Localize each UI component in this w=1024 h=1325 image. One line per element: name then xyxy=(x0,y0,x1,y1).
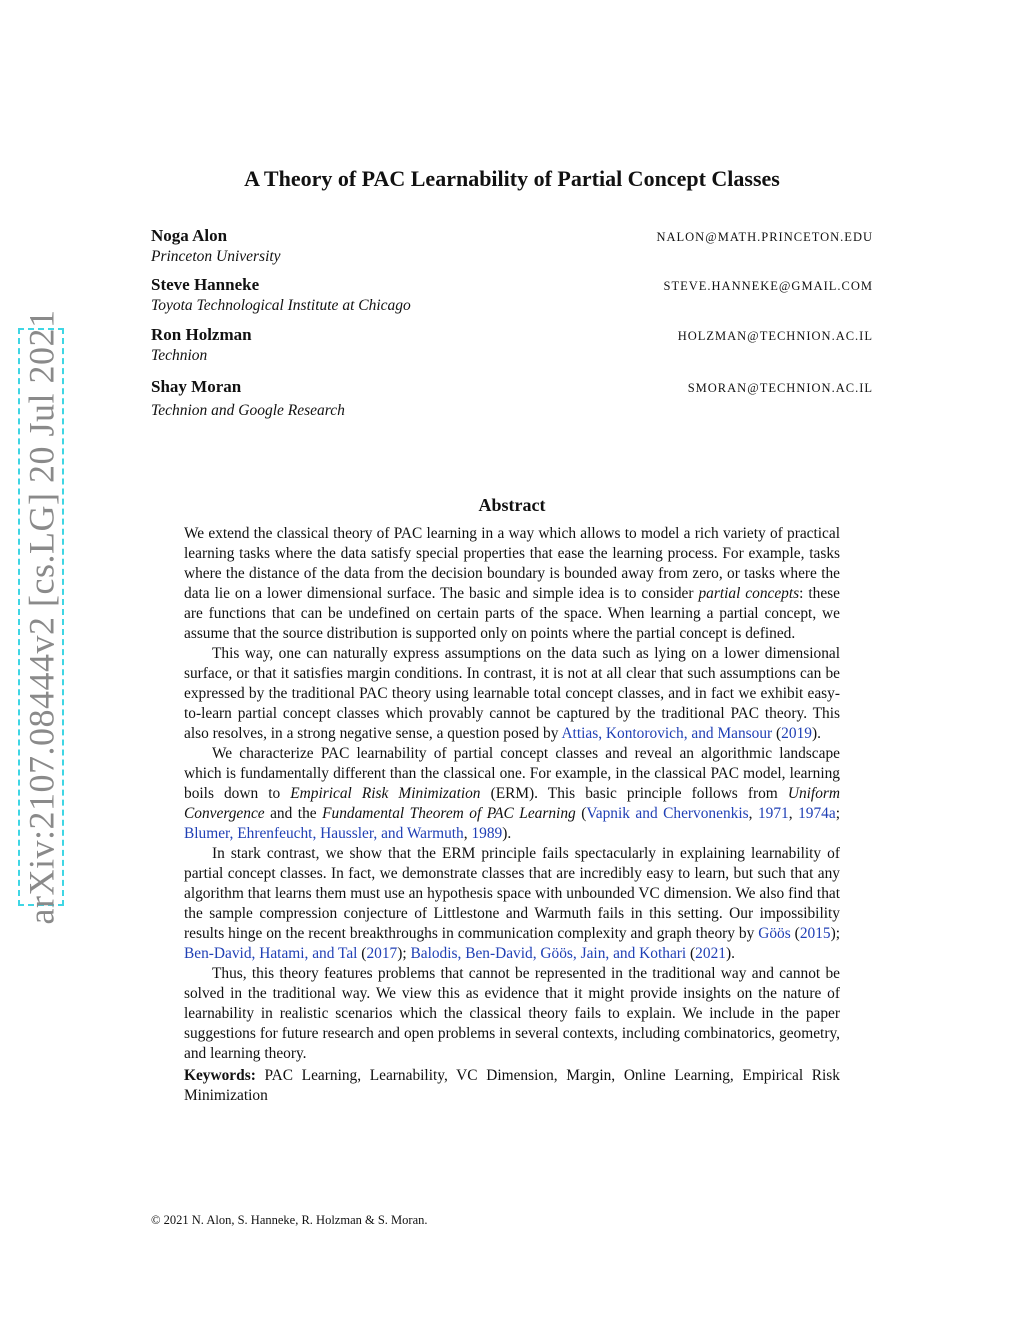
author-block xyxy=(151,377,873,420)
author-name: Noga Alon xyxy=(151,226,228,245)
citation-link[interactable]: Göös xyxy=(758,925,791,942)
arxiv-id: arXiv:2107.08444v2 [cs.LG] 20 Jul 2021 xyxy=(21,309,61,925)
author-email[interactable]: SMORAN@TECHNION.AC.IL xyxy=(687,381,873,395)
citation-link[interactable]: Vapnik and Chervonenkis xyxy=(586,805,749,822)
citation-link[interactable]: 1989 xyxy=(471,825,503,842)
keywords-label: Keywords: xyxy=(184,1067,256,1084)
author-name: Steve Hanneke xyxy=(151,275,260,294)
abstract-paragraph: In stark contrast, we show that the ERM principle fails spectacularly in explaining learnability of partial concept classes. In fact, we demonstrate classes that are incredibly easy to learn, but such that any algorithm that learns them must use an hypothesis space with unbounded VC dimension. We also find that the sample compression conjecture of Littlestone and Warmuth fails in this setting. Our impossibility results hinge on the recent breakthroughs in communication complexity and graph theory by Göös (2015); Ben-David, Hatami, and Tal (2017); Balodis, Ben-David, Göös, Jain, and Kothari (2021). xyxy=(184,845,840,962)
author-email[interactable]: HOLZMAN@TECHNION.AC.IL xyxy=(677,329,873,343)
citation-link[interactable]: Attias, Kontorovich, and Mansour xyxy=(561,725,773,742)
emphasis: Fundamental Theorem of PAC Learning xyxy=(322,805,576,822)
author-affiliation: Toyota Technological Institute at Chicago xyxy=(151,297,411,314)
author-email[interactable]: STEVE.HANNEKE@GMAIL.COM xyxy=(663,279,873,293)
abstract-body xyxy=(184,524,840,1106)
paper-title: A Theory of PAC Learnability of Partial Concept Classes xyxy=(244,166,780,191)
author-name: Ron Holzman xyxy=(151,325,252,344)
abstract-paragraph: We characterize PAC learnability of partial concept classes and reveal an algorithmic landscape which is fundamentally different than the classical one. For example, in the classical PAC model, learning boils down to Empirical Risk Minimization (ERM). This basic principle follows from Uniform Convergence and the Fundamental Theorem of PAC Learning (Vapnik and Chervonenkis, 1971, 1974a; Blumer, Ehrenfeucht, Haussler, and Warmuth, 1989). xyxy=(184,745,840,842)
author-affiliation: Princeton University xyxy=(151,248,281,265)
citation-link[interactable]: 2017 xyxy=(366,945,398,962)
abstract-paragraph: This way, one can naturally express assumptions on the data such as lying on a lower dimensional surface, or that it satisfies margin conditions. In contrast, it is not at all clear that such assumptions can be expressed by the traditional PAC theory using learnable total concept classes, and in fact we exhibit easy-to-learn partial concept classes which provably cannot be captured by the traditional PAC theory. This also resolves, in a strong negative sense, a question posed by Attias, Kontorovich, and Mansour (2019). xyxy=(184,645,840,742)
abstract-heading: Abstract xyxy=(478,495,546,515)
author-block xyxy=(151,325,873,365)
abstract-paragraph: Thus, this theory features problems that cannot be represented in the traditional way and cannot be solved in the traditional way. We view this as evidence that it might provide insights on the nature of learnability in realistic scenarios which the classical theory fails to explain. We include in the paper suggestions for future research and open problems in several contexts, including combinatorics, geometry, and learning theory. xyxy=(184,965,840,1062)
author-name: Shay Moran xyxy=(151,377,242,396)
citation-link[interactable]: Ben-David, Hatami, and Tal xyxy=(184,945,358,962)
citation-link[interactable]: Balodis, Ben-David, Göös, Jain, and Kothari xyxy=(410,945,687,962)
author-affiliation: Technion and Google Research xyxy=(151,402,345,419)
copyright-notice: © 2021 N. Alon, S. Hanneke, R. Holzman & S. Moran. xyxy=(151,1213,428,1227)
arxiv-stamp xyxy=(18,309,64,925)
abstract-paragraph: We extend the classical theory of PAC learning in a way which allows to model a rich variety of practical learning tasks where the data satisfy special properties that ease the learning process. For example, tasks where the distance of the data from the decision boundary is bounded away from zero, or tasks where the data lie on a lower dimensional surface. The basic and simple idea is to consider partial concepts: these are functions that can be undefined on certain parts of the space. When learning a partial concept, we assume that the source distribution is supported only on points where the partial concept is defined. xyxy=(184,525,840,642)
author-affiliation: Technion xyxy=(151,347,208,364)
emphasis: Empirical Risk Minimization xyxy=(290,785,481,802)
citation-link[interactable]: 2021 xyxy=(695,945,726,962)
citation-link[interactable]: Blumer, Ehrenfeucht, Haussler, and Warmuth xyxy=(184,825,464,842)
citation-link[interactable]: 2019 xyxy=(781,725,812,742)
author-block xyxy=(151,275,873,315)
author-block xyxy=(151,226,873,266)
emphasis: partial concepts xyxy=(698,585,800,602)
citation-link[interactable]: 2015 xyxy=(799,925,831,942)
author-email[interactable]: NALON@MATH.PRINCETON.EDU xyxy=(656,230,873,244)
keywords xyxy=(184,1066,840,1106)
keywords-list: PAC Learning, Learnability, VC Dimension, Margin, Online Learning, Empirical Risk Minimization xyxy=(184,1067,840,1104)
citation-link[interactable]: 1974a xyxy=(798,805,836,822)
emphasis: Uniform Convergence xyxy=(184,785,840,822)
citation-link[interactable]: 1971 xyxy=(757,805,789,822)
